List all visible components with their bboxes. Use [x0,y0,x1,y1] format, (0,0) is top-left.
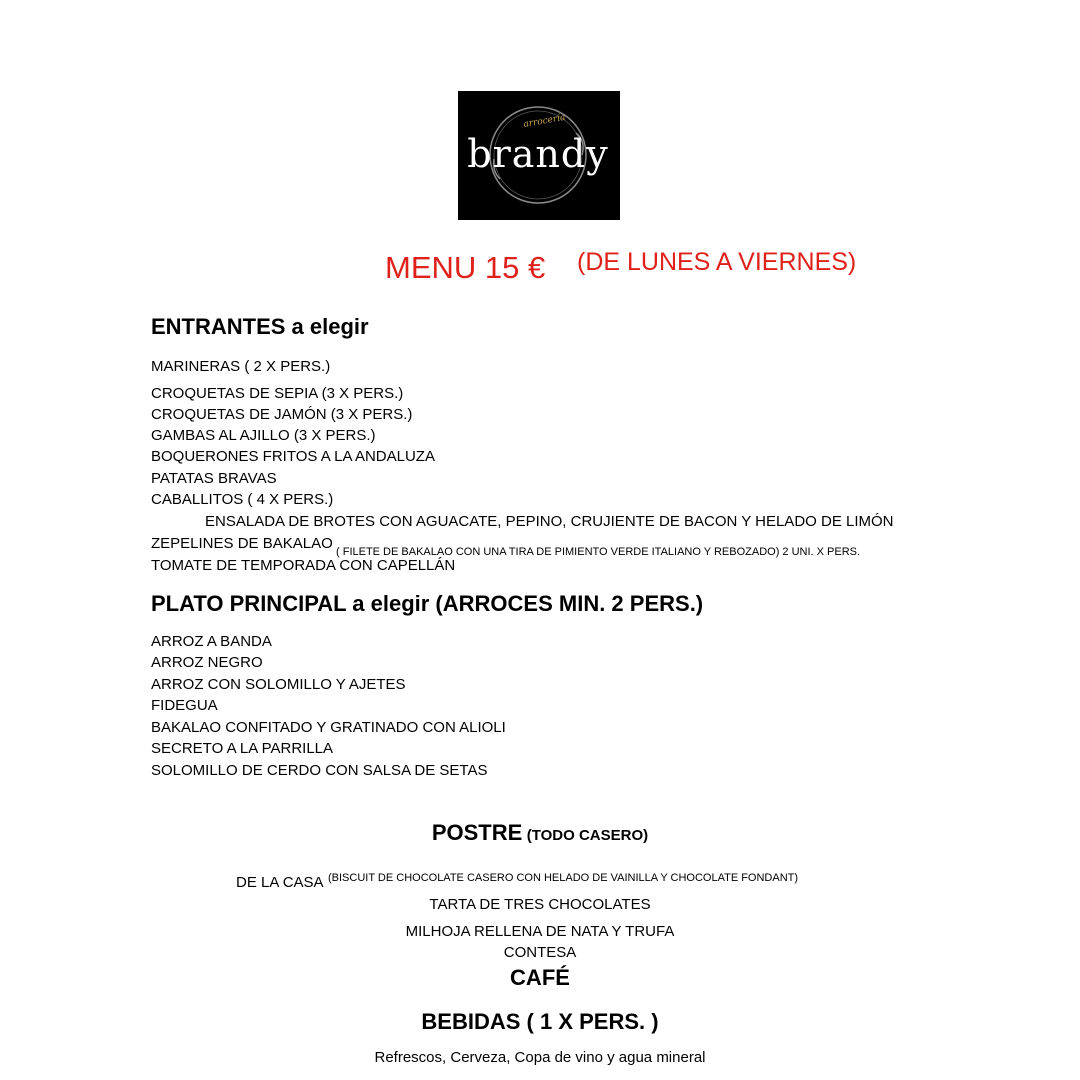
bebidas-text: Refrescos, Cerveza, Copa de vino y agua mineral [374,1049,706,1066]
list-item: PATATAS BRAVAS [151,470,277,487]
list-item: SECRETO A LA PARRILLA [151,740,334,757]
list-item: BOQUERONES FRITOS A LA ANDALUZA [151,448,435,465]
de-la-casa-row [236,872,798,894]
bebidas-heading: BEBIDAS ( 1 X PERS. ) [421,1009,659,1034]
list-item: MILHOJA RELLENA DE NATA Y TRUFA [405,923,675,940]
postre-heading: POSTRE [431,820,523,845]
list-item: ARROZ NEGRO [151,654,263,671]
postre-heading-row [0,820,1080,846]
logo-tagline: arrocería [522,112,567,130]
list-item: CABALLITOS ( 4 X PERS.) [151,491,334,508]
list-item: CROQUETAS DE SEPIA (3 X PERS.) [151,385,404,402]
list-item: CONTESA [503,944,577,961]
logo-mark [458,91,620,220]
list-item: FIDEGUA [151,697,218,714]
zepelines-note: ( FILETE DE BAKALAO CON UNA TIRA DE PIMIENTO VERDE ITALIANO Y REBOZADO) 2 UNI. X PERS. [336,546,861,558]
entrantes-heading: ENTRANTES a elegir [151,314,369,339]
list-item: BAKALAO CONFITADO Y GRATINADO CON ALIOLI [151,719,506,736]
menu-title: MENU 15 € [385,250,546,285]
list-item: ZEPELINES DE BAKALAO [151,535,333,552]
list-item: ARROZ CON SOLOMILLO Y AJETES [151,676,406,693]
cafe-heading: CAFÉ [510,965,570,990]
list-item: ARROZ A BANDA [151,633,272,650]
list-item: MARINERAS ( 2 X PERS.) [151,358,331,375]
list-item: DE LA CASA [236,874,324,891]
restaurant-logo [458,91,620,220]
postre-heading-note: (TODO CASERO) [526,827,649,844]
list-item: GAMBAS AL AJILLO (3 X PERS.) [151,427,376,444]
list-item: ENSALADA DE BROTES CON AGUACATE, PEPINO, CRUJIENTE DE BACON Y HELADO DE LIMÓN [205,513,894,530]
logo-name: brandy [467,132,609,176]
list-item: TARTA DE TRES CHOCOLATES [429,896,651,913]
list-item: SOLOMILLO DE CERDO CON SALSA DE SETAS [151,762,488,779]
de-la-casa-note: (BISCUIT DE CHOCOLATE CASERO CON HELADO DE VAINILLA Y CHOCOLATE FONDANT) [328,872,799,884]
list-item: CROQUETAS DE JAMÓN (3 X PERS.) [151,406,413,423]
principal-heading: PLATO PRINCIPAL a elegir (ARROCES MIN. 2 PERS.) [151,591,704,616]
list-item: TOMATE DE TEMPORADA CON CAPELLÁN [151,557,456,574]
menu-subtitle: (DE LUNES A VIERNES) [577,248,857,276]
